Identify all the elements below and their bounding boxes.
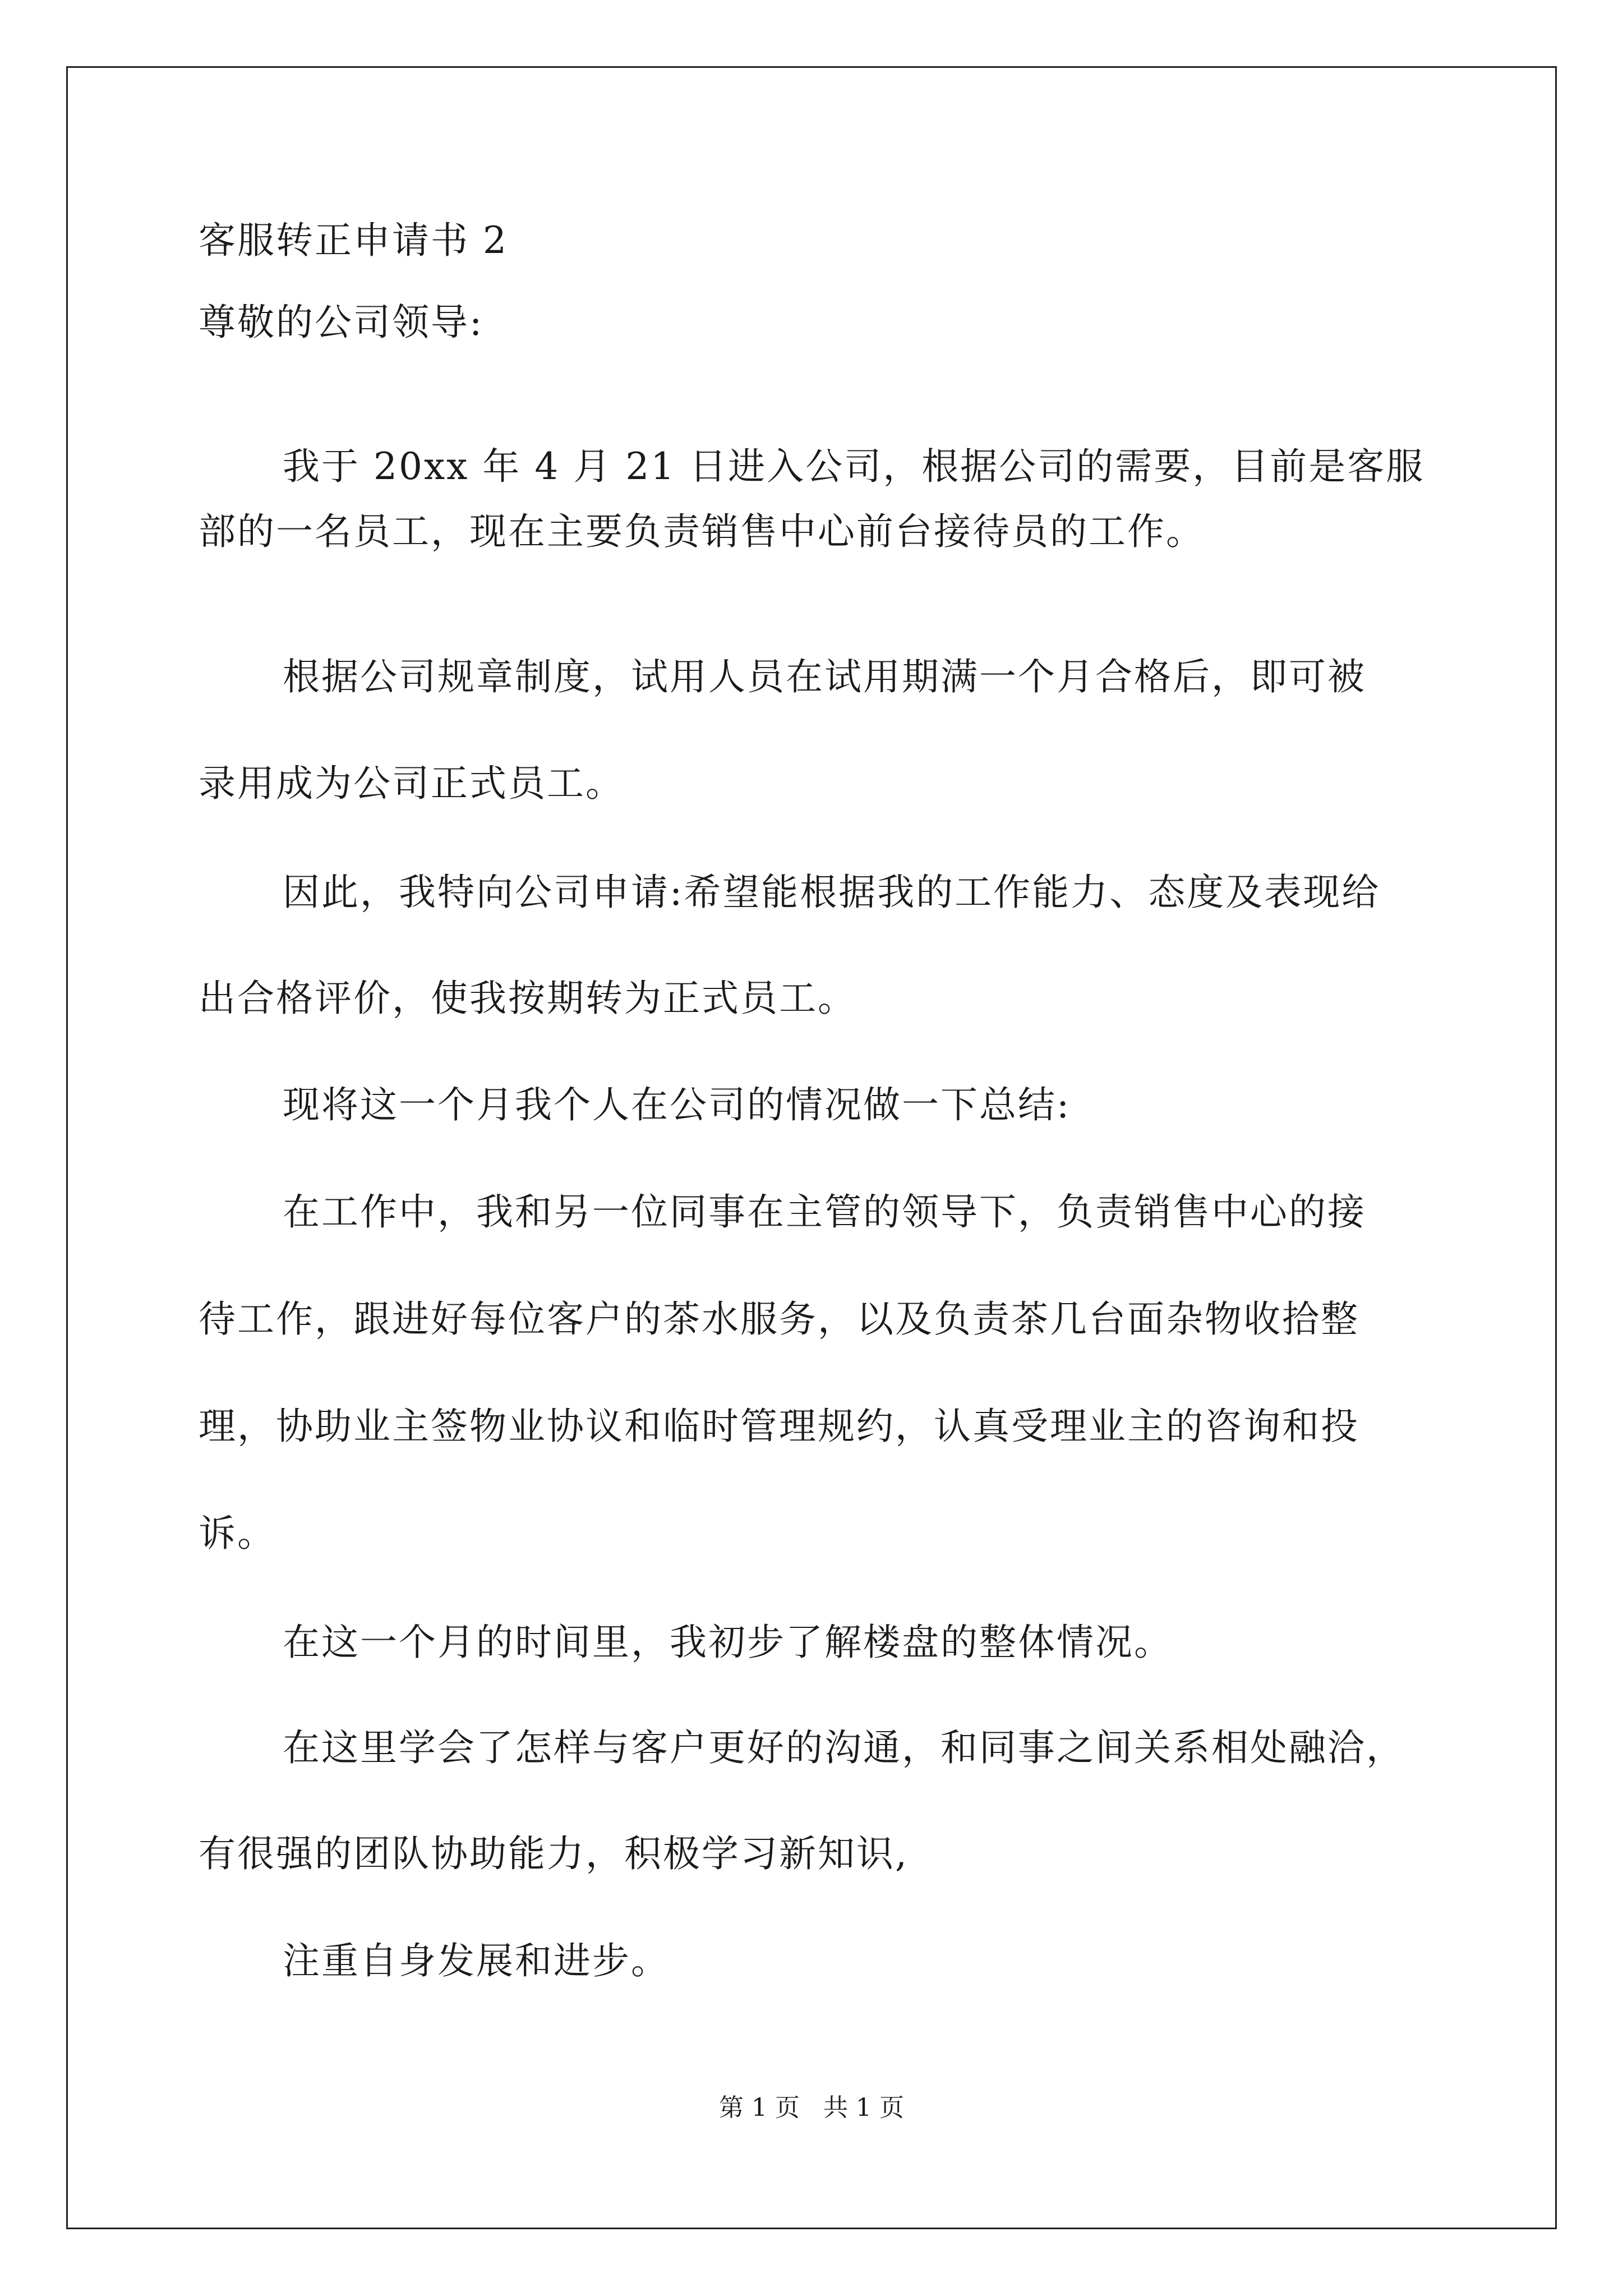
text-line: 现将这一个月我个人在公司的情况做一下总结: [283, 1083, 1071, 1126]
text-line: 注重自身发展和进步。 [283, 1939, 670, 1982]
page-border [66, 66, 1557, 2229]
page-footer: 第 1 页 共 1 页 [719, 2093, 904, 2122]
document-title: 客服转正申请书 2 [199, 219, 508, 262]
salutation: 尊敬的公司领导: [199, 301, 484, 344]
text-line: 诉。 [199, 1512, 276, 1555]
text-line: 理，协助业主签物业协议和临时管理规约，认真受理业主的咨询和投 [199, 1405, 1359, 1448]
text-line: 因此，我特向公司申请:希望能根据我的工作能力、态度及表现给 [283, 871, 1381, 914]
text-line: 待工作，跟进好每位客户的茶水服务，以及负责茶几台面杂物收拾整 [199, 1297, 1359, 1341]
text-line: 在工作中，我和另一位同事在主管的领导下，负责销售中心的接 [283, 1190, 1366, 1234]
text-line: 在这一个月的时间里，我初步了解楼盘的整体情况。 [283, 1621, 1173, 1664]
text-line: 录用成为公司正式员工。 [199, 762, 624, 805]
text-line: 在这里学会了怎样与客户更好的沟通，和同事之间关系相处融洽， [283, 1726, 1405, 1769]
text-line: 部的一名员工，现在主要负责销售中心前台接待员的工作。 [199, 510, 1205, 553]
text-line: 根据公司规章制度，试用人员在试用期满一个月合格后，即可被 [283, 655, 1366, 698]
text-line: 我于 20xx 年 4 月 21 日进入公司，根据公司的需要，目前是客服 [283, 445, 1425, 488]
text-line: 出合格评价，使我按期转为正式员工。 [199, 977, 856, 1020]
text-line: 有很强的团队协助能力，积极学习新知识, [199, 1832, 909, 1875]
